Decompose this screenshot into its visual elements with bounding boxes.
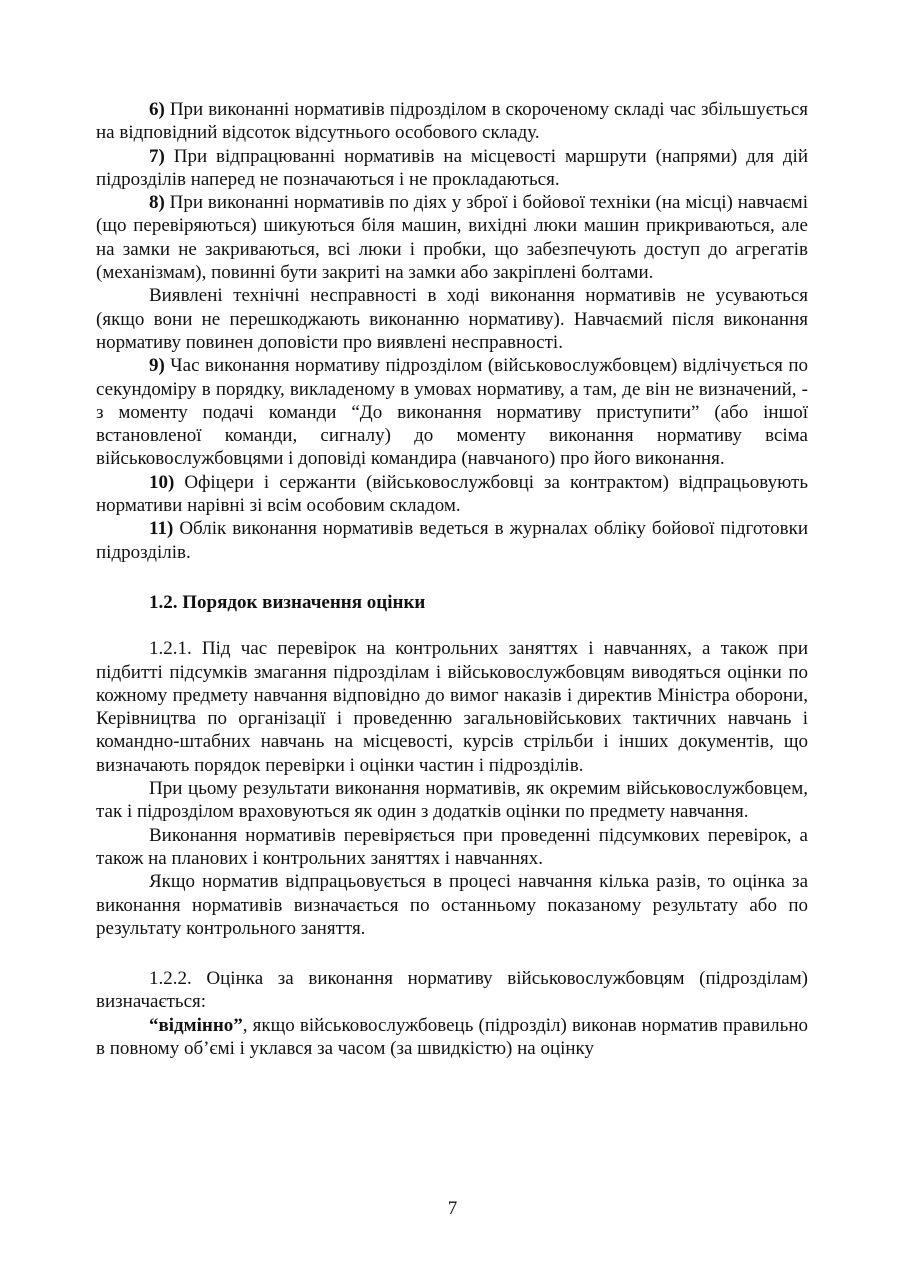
grade-excellent-text: , якщо військовослужбовець (підрозділ) виконав норматив правильно в повному об’ємі і уклався за часом (за швидкістю) на оцінку xyxy=(96,1014,808,1059)
rule-item-11 xyxy=(96,517,808,564)
rule-number: 6) xyxy=(149,99,165,120)
document-page xyxy=(96,98,808,1060)
rule-number: 11) xyxy=(149,518,174,540)
paragraph-norm-checks: Виконання нормативів перевіряється при проведенні підсумкових перевірок, а також на планових і контрольних заняттях і навчаннях. xyxy=(96,824,808,869)
paragraph-1-2-1: 1.2.1. Під час перевірок на контрольних заняттях і навчаннях, а також при підбитті підсумків змагання підрозділам і військовослужбовцям виводяться оцінки по кожному предмету навчання відповідно до вимог наказів і директив Міністра оборони, Керівництва по організації і проведенню загальновійськових тактичних навчань і командно-штабних навчань на місцевості, курсів стрільби і інших документів, що визначають порядок перевірки і оцінки частин і підрозділів. xyxy=(96,638,808,776)
rule-text: При виконанні нормативів підрозділом в скороченому складі час збільшується на відповідний відсоток відсутнього особового складу. xyxy=(96,99,808,144)
section-heading: 1.2. Порядок визначення оцінки xyxy=(149,591,426,613)
page-number: 7 xyxy=(447,1198,458,1219)
rule-number: 10) xyxy=(149,471,175,493)
rule-text: При виконанні нормативів по діях у зброї і бойової техніки (на місці) навчаємі (що перевіряються) шикуються біля машин, вихідні люки машин прикриваються, але на замки не закриваються, всі люки і пробки, що забезпечують доступ до агрегатів (механізмам), повинні бути закриті на замки або закріплені болтами. xyxy=(96,192,808,284)
grade-excellent-label: “відмінно” xyxy=(149,1014,243,1036)
rule-text: Виявлені технічні несправності в ході виконання нормативів не усуваються (якщо вони не перешкоджають виконанню нормативу). Навчаємий після виконання нормативу повинен доповісти про виявлені несправності. xyxy=(96,285,808,353)
rule-item-9 xyxy=(96,354,808,470)
rule-text: При відпрацюванні нормативів на місцевості маршрути (напрями) для дій підрозділів наперед не позначаються і не прокладаються. xyxy=(96,145,808,190)
rule-number: 9) xyxy=(149,355,165,377)
paragraph-norm-results: При цьому результати виконання нормативів, як окремим військовослужбовцем, так і підрозділом враховуються як один з додатків оцінки по предмету навчання. xyxy=(96,778,808,823)
rule-text: Офіцери і сержанти (військовослужбовці за контрактом) відпрацьовують нормативи нарівні зі всім особовим складом. xyxy=(96,471,808,517)
rule-number: 8) xyxy=(149,192,165,214)
rule-text: Час виконання нормативу підрозділом (військовослужбовцем) відлічується по секундоміру в порядку, викладеному в умовах нормативу, а там, де він не визначений, - з моменту подачі команди “До виконання нормативу приступити” (або іншої встановленої команди, сигналу) до моменту виконання нормативу всіма військовослужбовцями і доповіді командира (навчаного) про його виконання. xyxy=(96,355,808,470)
rule-item-7 xyxy=(96,145,808,192)
rule-text: Облік виконання нормативів ведеться в журналах обліку бойової підготовки підрозділів. xyxy=(96,518,808,563)
rule-number: 7) xyxy=(149,145,165,167)
rule-item-6 xyxy=(96,98,808,145)
paragraph-1-2-2: 1.2.2. Оцінка за виконання нормативу військовослужбовцям (підрозділам) визначається: xyxy=(96,968,808,1013)
paragraph-repeated-norms: Якщо норматив відпрацьовується в процесі навчання кілька разів, то оцінка за виконання нормативів визначається по останньому показаному результату або по результату контрольного заняття. xyxy=(96,871,808,939)
rule-item-8 xyxy=(96,191,808,284)
rule-item-10 xyxy=(96,471,808,518)
rule-item-8-continued xyxy=(96,284,808,354)
paragraph-excellent-grade xyxy=(96,1014,808,1061)
